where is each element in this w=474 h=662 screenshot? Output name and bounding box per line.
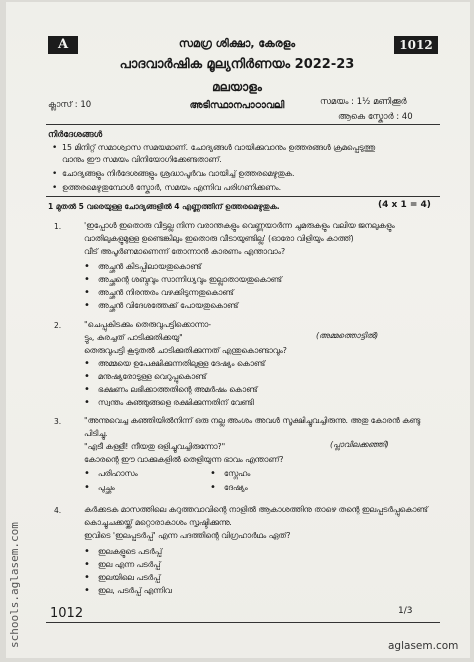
score-label: ആകെ സ്കോർ : 40	[338, 112, 413, 122]
bullet-icon: •	[52, 143, 58, 153]
question-text	[84, 219, 440, 258]
option[interactable]	[84, 547, 162, 557]
footer-divider	[46, 622, 440, 623]
subject-title: മലയാളം	[212, 80, 262, 94]
bullet-icon: •	[84, 482, 90, 493]
option-text: സ്നേഹം	[223, 469, 251, 478]
exam-title: പാദവാർഷിക മൂല്യനിർണയം 2022-23	[119, 57, 355, 72]
bullet-icon: •	[84, 358, 90, 369]
option-text: അച്ഛൻ കിടപ്പിലായതുകൊണ്ട്	[97, 262, 202, 271]
question-line: കൊച്ചുചക്കയ്ക്ക് മറ്റൊരാകാശം സൃഷ്ടിക്കുന്നു.	[84, 518, 232, 527]
option[interactable]	[210, 483, 248, 493]
paper-code-badge: 1012	[394, 36, 438, 54]
instruction-text: ചോദ്യങ്ങളും നിർദേശങ്ങളും ശ്രദ്ധാപൂർവം വായിച്ച് ഉത്തരമെഴുതുക.	[62, 169, 295, 178]
option-text: അമ്മയെ ഉപേക്ഷിക്കുന്നതിലുള്ള ദേഷ്യം കൊണ്ട്	[97, 359, 266, 368]
bullet-icon: •	[210, 482, 216, 493]
option-text: പുച്ഛം	[97, 483, 115, 492]
option[interactable]	[84, 275, 282, 285]
option-text: പരിഹാസം	[97, 469, 138, 478]
bullet-icon: •	[84, 585, 90, 596]
bullet-icon: •	[84, 274, 90, 285]
question-number: 1.	[54, 222, 62, 231]
instruction-item-continued	[62, 154, 442, 166]
option-text: സ്വന്തം കുഞ്ഞുങ്ങളെ രക്ഷിക്കുന്നതിന് വേണ്ടി	[97, 398, 254, 407]
option[interactable]	[84, 359, 265, 369]
set-badge: A	[48, 36, 78, 54]
option-text: മനുഷ്യരോടുള്ള വെറുപ്പുകൊണ്ട്	[97, 372, 207, 381]
bullet-icon: •	[84, 546, 90, 557]
option-text: ദേഷ്യം	[223, 483, 248, 492]
question-source: (അമ്മത്തൊട്ടിൽ)	[316, 331, 379, 340]
question-line: "എടീ കള്ളീ! നീയതു ഒളിച്ചുവച്ചിരുന്നോ?"	[84, 442, 226, 451]
question-text	[84, 318, 440, 357]
bullet-icon: •	[52, 169, 58, 179]
option[interactable]	[84, 301, 238, 311]
header-divider	[46, 124, 440, 125]
time-label: സമയം : 1½ മണിക്കൂർ	[320, 97, 407, 107]
question-line: 'ഇപ്പോൾ ഇതൊരു വീട്ടല്ല നിന്ന വരാന്തകളും വെണ്ണയാർന്ന ചുമരുകളും വലിയ ജനലുകളും	[84, 221, 395, 230]
question-number: 4.	[54, 506, 62, 515]
option[interactable]	[84, 372, 206, 382]
bullet-icon: •	[84, 468, 90, 479]
option[interactable]	[84, 262, 201, 272]
question-line: കോരന്റെ ഈ വാക്കുകളിൽ തെളിയുന്ന ഭാവം എന്താണ്?	[84, 455, 284, 464]
question-line: പിടിച്ചു.	[84, 429, 108, 438]
option-text: ഇലയിലെ പടർപ്പ്	[97, 573, 161, 582]
question-line: കർക്കടക മാസത്തിലെ കറുത്തവാവിന്റെ നാളിൽ ആകാശത്തിനു താഴെ തന്റെ ഇലപ്പടർപ്പുകൊണ്ട്	[84, 505, 428, 514]
option[interactable]	[84, 586, 172, 596]
option[interactable]	[84, 483, 115, 493]
side-watermark: schools.aglasem.com	[8, 522, 21, 648]
footer-paper-code: 1012	[50, 606, 84, 621]
option[interactable]	[84, 573, 160, 583]
question-number: 2.	[54, 321, 62, 330]
bullet-icon: •	[210, 468, 216, 479]
question-line: "ചെപ്പുകിടക്കും തെരുവുപട്ടിക്കൊന്നാ-	[84, 320, 212, 329]
option[interactable]	[84, 288, 234, 298]
instruction-text: ഉത്തരമെഴുതുമ്പോൾ സ്കോർ, സമയം എന്നിവ പരിഗണിക്കണം.	[62, 183, 282, 192]
page-number: 1/3	[398, 606, 413, 616]
question-line: തെരുവുപട്ടി കൂടുതൽ ചാടിക്കുതിക്കുന്നത് എന്തുകൊണ്ടാവും?	[84, 346, 287, 355]
option-text: ഇല, പടർപ്പ് എന്നിവ	[97, 586, 172, 595]
option[interactable]	[84, 398, 254, 408]
question-line: വീട് അപൂർണമാണെന്ന് തോന്നാൻ കാരണം എന്താവാം?	[84, 247, 286, 256]
bullet-icon: •	[84, 559, 90, 570]
bullet-icon: •	[84, 261, 90, 272]
bullet-icon: •	[84, 384, 90, 395]
option[interactable]	[210, 469, 250, 479]
option-text: അച്ഛൻ നിരന്തരം വഴക്കിടുന്നതുകൊണ്ട്	[97, 288, 234, 297]
instructions-divider	[46, 196, 440, 197]
option-text: ഇലകളുടെ പടർപ്പ്	[97, 547, 162, 556]
option-text: അച്ഛന്റെ ശബ്ദവും സാന്നിധ്യവും ഇല്ലാതായതുകൊണ്ട്	[97, 275, 282, 284]
instruction-item	[52, 182, 442, 194]
question-text	[84, 503, 440, 542]
question-line: വാതിലുകളുമുള്ള ഉണ്ടെങ്കിലും ഇതൊരു വീടായുണ്ടില്ല' (ഓരോ വിളിയും കാത്ത്)	[84, 234, 354, 243]
option[interactable]	[84, 385, 257, 395]
class-label: ക്ലാസ് : 10	[48, 100, 92, 110]
section-heading: 1 മുതൽ 5 വരെയുള്ള ചോദ്യങ്ങളിൽ 4 എണ്ണത്തിന് ഉത്തരമെഴുതുക.	[48, 202, 280, 211]
section-marks: (4 x 1 = 4)	[378, 200, 431, 210]
option-text: ഇല എന്ന പടർപ്പ്	[97, 560, 161, 569]
bullet-icon: •	[84, 397, 90, 408]
organization-title: സമഗ്ര ശിക്ഷാ, കേരളം	[178, 37, 296, 50]
question-line: ട്ടും, കുരച്ചത് പാടിക്കുതിക്കയു"	[84, 333, 183, 342]
instruction-text: വാനും ഈ സമയം വിനിയോഗിക്കേണ്ടതാണ്.	[62, 155, 222, 164]
bullet-icon: •	[84, 371, 90, 382]
instruction-item	[52, 142, 442, 154]
option[interactable]	[84, 469, 138, 479]
option[interactable]	[84, 560, 160, 570]
corner-watermark: aglasem.com	[388, 640, 459, 652]
option-text: അച്ഛൻ വിദേശത്തേക്ക് പോയതുകൊണ്ട്	[97, 301, 239, 310]
paper-title: അടിസ്ഥാനപാഠാവലി	[189, 100, 285, 111]
bullet-icon: •	[52, 183, 58, 193]
bullet-icon: •	[84, 287, 90, 298]
question-line: ഇവിടെ 'ഇലപ്പടർപ്പ്' എന്ന പദത്തിന്റെ വിഗ്രഹാർഥം ഏത്?	[84, 531, 291, 540]
question-source: (പ്ലാവിലക്കഞ്ഞി)	[330, 440, 389, 449]
question-line: "അന്നുവെച്ച കഞ്ഞിയിൽനിന്ന് ഒരു നല്ല അംശം അവൾ സൂക്ഷിച്ചുവച്ചിരുന്നു. അതു കോരൻ കണ്ടു	[84, 416, 421, 425]
bullet-icon: •	[84, 572, 90, 583]
question-number: 3.	[54, 417, 62, 426]
option-text: ഭക്ഷണം ലഭിക്കാത്തതിന്റെ അമർഷം കൊണ്ട്	[97, 385, 258, 394]
instruction-text: 15 മിനിറ്റ് സമാശ്വാസ സമയമാണ്. ചോദ്യങ്ങൾ വായിക്കുവാനും ഉത്തരങ്ങൾ ക്രമപ്പെടുത്തു	[62, 143, 375, 152]
instructions-title: നിർദേശങ്ങൾ	[48, 130, 103, 140]
instruction-item	[52, 168, 442, 180]
bullet-icon: •	[84, 300, 90, 311]
